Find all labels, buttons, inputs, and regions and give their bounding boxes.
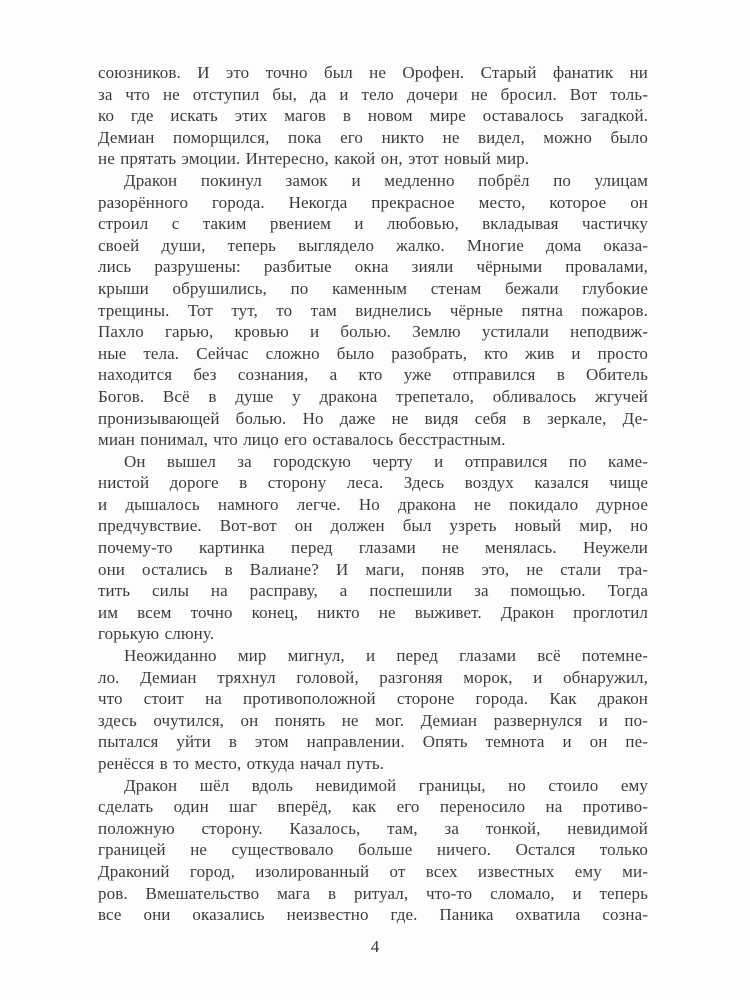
text-line: союзников. И это точно был не Орофен. Старый фанатик ни: [98, 63, 648, 82]
text-line: и дышалось намного легче. Но дракона не покидало дурное: [98, 494, 648, 514]
text-line: разорённого города. Некогда прекрасное место, которое он: [98, 192, 648, 212]
paragraph: [98, 170, 648, 451]
text-line: лись разрушены: разбитые окна зияли чёрными провалами,: [98, 257, 648, 277]
text-line: ло. Демиан тряхнул головой, разгоняя морок, и обнаружил,: [98, 667, 648, 687]
paragraph: [98, 62, 648, 170]
text-line: горькую слюну.: [98, 624, 215, 644]
text-line: находится без сознания, а кто уже отправился в Обитель: [98, 365, 648, 385]
text-line: все они оказались неизвестно где. Паника охватила созна-: [98, 905, 648, 925]
text-line: миан понимал, что лицо его оставалось бесстрастным.: [98, 430, 506, 450]
text-line: ров. Вмешательство мага в ритуал, что-то сломало, и теперь: [98, 883, 648, 903]
text-line: почему-то картинка перед глазами не менялась. Неужели: [98, 538, 648, 558]
text-line: Дракон шёл вдоль невидимой границы, но стоило ему: [124, 775, 648, 795]
text-line: сделать один шаг вперёд, как его переносило на противо-: [98, 797, 648, 817]
text-line: Драконий город, изолированный от всех известных ему ми-: [98, 861, 648, 881]
text-line: своей души, теперь выглядело жалко. Многие дома оказа-: [98, 235, 648, 255]
text-line: Дракон покинул замок и медленно побрёл по улицам: [124, 170, 648, 190]
text-line: ные тела. Сейчас сложно было разобрать, кто жив и просто: [98, 343, 648, 363]
text-line: ренёсся в то место, откуда начал путь.: [98, 754, 385, 773]
text-line: Пахло гарью, кровью и болью. Землю устилали неподвиж-: [98, 322, 648, 342]
text-line: пытался уйти в этом направлении. Опять темнота и он пе-: [98, 732, 648, 752]
paragraph: [98, 451, 648, 645]
text-line: границей не существовало больше ничего. Остался только: [98, 840, 648, 860]
text-line: предчувствие. Вот-вот он должен был узреть новый мир, но: [98, 516, 648, 536]
text-line: Богов. Всё в душе у дракона трепетало, обливалось жгучей: [98, 386, 648, 406]
text-line: им всем точно конец, никто не выживет. Дракон проглотил: [98, 602, 648, 622]
text-line: трещины. Тот тут, то там виднелись чёрные пятна пожаров.: [98, 300, 648, 320]
text-line: пронизывающей болью. Но даже не видя себя в зеркале, Де-: [98, 408, 648, 428]
text-line: что стоит на противоположной стороне города. Как дракон: [98, 689, 648, 709]
text-line: ко где искать этих магов в новом мире оставалось загадкой.: [98, 106, 648, 126]
paragraph: [98, 775, 648, 926]
text-line: тить силы на расправу, а поспешили за помощью. Тогда: [98, 581, 648, 601]
text-line: за что не отступил бы, да и тело дочери не бросил. Вот толь-: [98, 84, 648, 104]
text-line: Он вышел за городскую черту и отправился по каме-: [124, 451, 648, 471]
text-line: крыши обрушились, по каменным стенам бежали глубокие: [98, 278, 648, 298]
text-line: Неожиданно мир мигнул, и перед глазами всё потемне-: [124, 646, 648, 666]
text-line: Демиан поморщился, пока его никто не видел, можно было: [98, 127, 648, 147]
text-line: не прятать эмоции. Интересно, какой он, этот новый мир.: [98, 149, 530, 169]
paragraph: [98, 645, 648, 775]
text-line: положную сторону. Казалось, там, за тонкой, невидимой: [98, 818, 648, 838]
page-number: 4: [370, 937, 380, 956]
text-line: они остались в Валиане? И маги, поняв это, не стали тра-: [98, 559, 648, 579]
text-line: здесь очутился, он понять не мог. Демиан развернулся и по-: [98, 710, 648, 730]
text-line: строил с таким рвением и любовью, вкладывая частичку: [98, 214, 648, 234]
text-line: нистой дороге в сторону леса. Здесь воздух казался чище: [98, 473, 648, 493]
text-block: [98, 62, 648, 926]
